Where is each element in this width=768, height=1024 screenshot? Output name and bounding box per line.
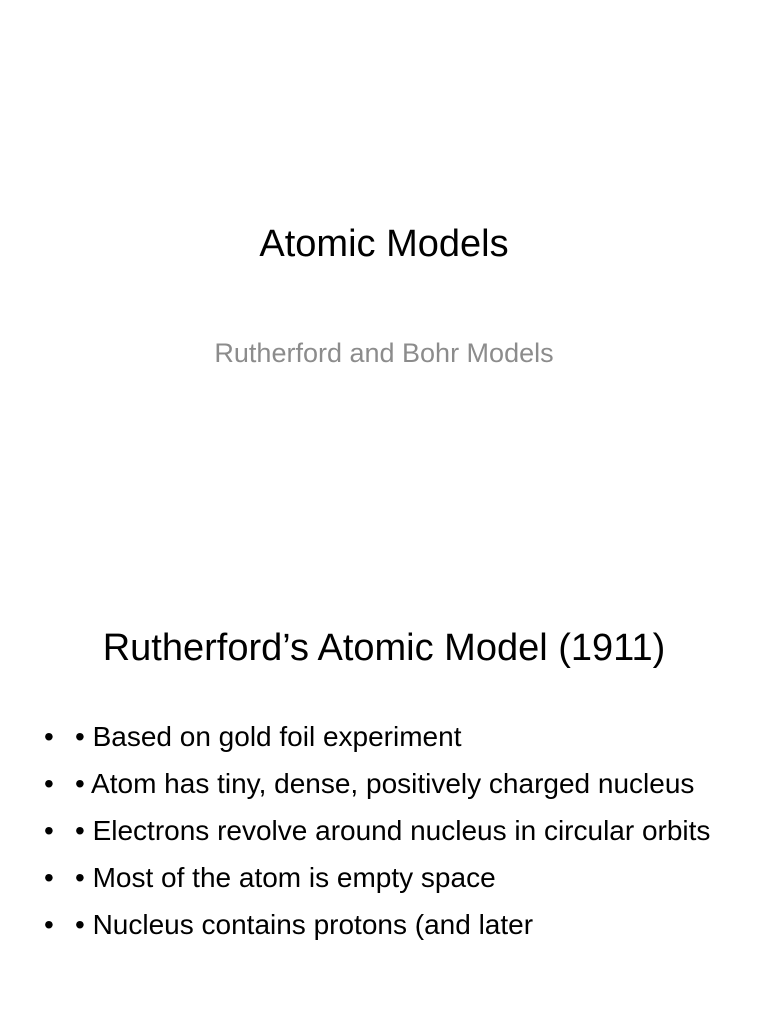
bullet-icon: • (44, 768, 54, 799)
list-item (44, 716, 724, 758)
bullet-icon: • (44, 721, 54, 752)
bullet-icon: • (44, 862, 54, 893)
bullet-text: • Most of the atom is empty space (75, 862, 496, 893)
list-item (44, 810, 724, 852)
bullet-text: • Atom has tiny, dense, positively charged nucleus (75, 768, 695, 799)
bullet-list (44, 716, 724, 951)
bullet-text: • Nucleus contains protons (and later (75, 909, 534, 940)
content-slide (0, 576, 768, 1024)
bullet-icon: • (44, 909, 54, 940)
list-item (44, 763, 724, 805)
content-slide-title: Rutherford’s Atomic Model (1911) (102, 627, 666, 669)
bullet-icon: • (44, 815, 54, 846)
bullet-text: • Electrons revolve around nucleus in circular orbits (75, 815, 711, 846)
bullet-text: • Based on gold foil experiment (75, 721, 462, 752)
list-item (44, 857, 724, 899)
slide-title: Atomic Models (259, 223, 509, 265)
list-item (44, 904, 724, 946)
slide-subtitle: Rutherford and Bohr Models (214, 338, 554, 368)
